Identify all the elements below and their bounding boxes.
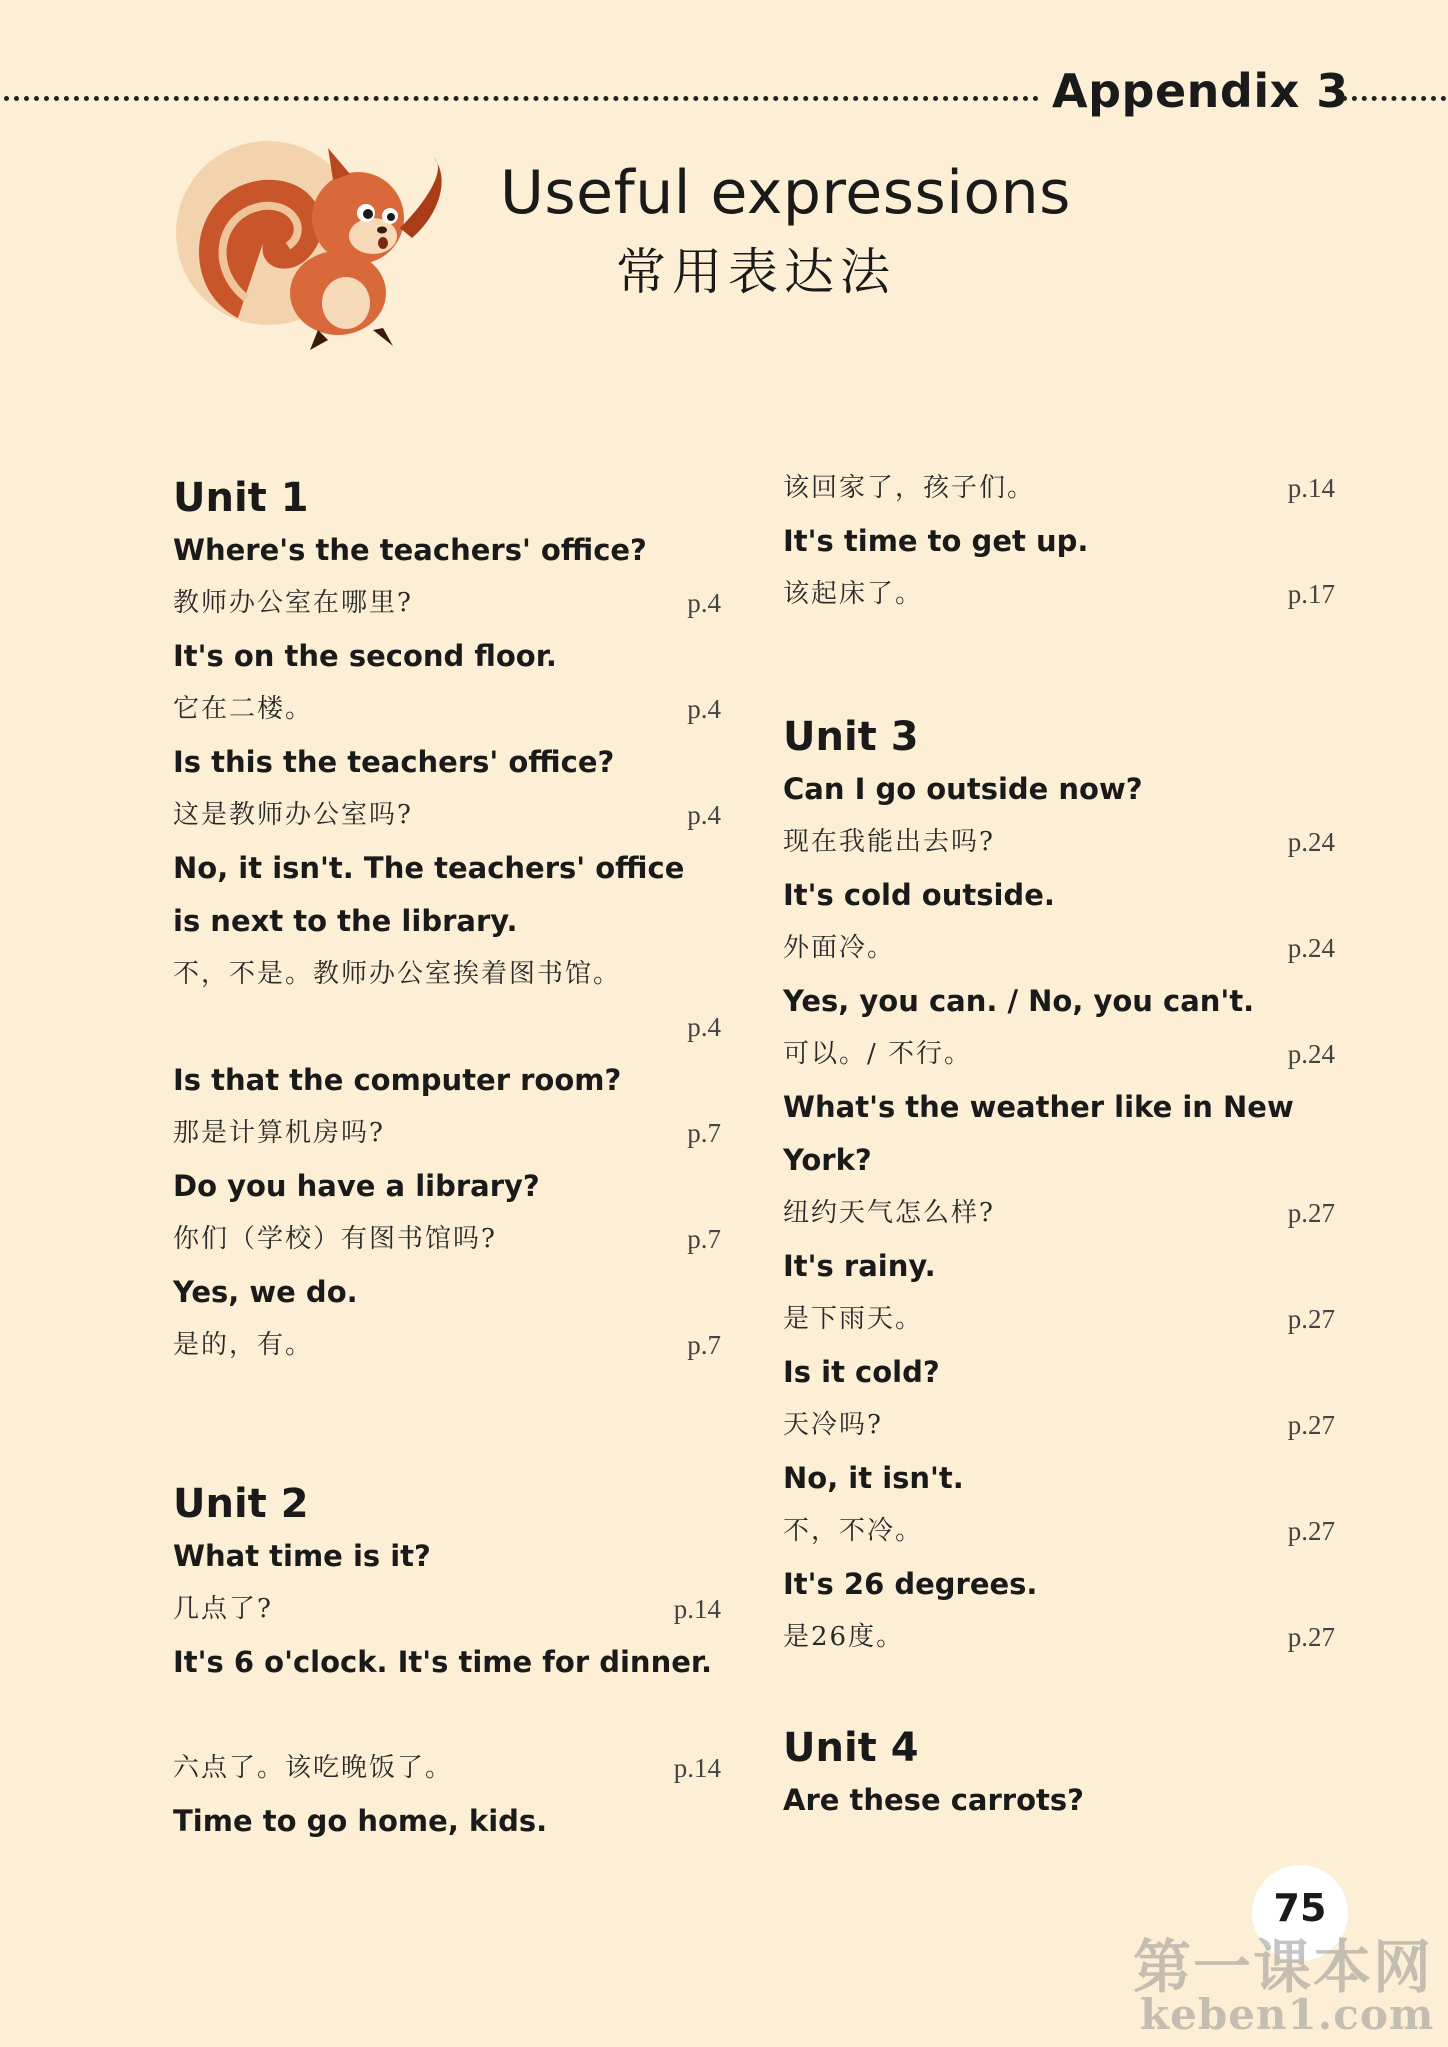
expression-chinese <box>173 1107 721 1160</box>
page-reference: p.24 <box>1287 827 1335 857</box>
translation-text: 现在我能出去吗? <box>783 827 995 857</box>
page-reference: p.7 <box>687 1330 721 1360</box>
page-reference: p.14 <box>1287 473 1335 503</box>
expression-chinese <box>173 683 721 736</box>
expression-chinese <box>173 1583 721 1636</box>
translation-text: 该回家了，孩子们。 <box>783 473 1036 503</box>
translation-text: 是的，有。 <box>173 1330 314 1360</box>
unit-heading: Unit 4 <box>783 1725 919 1771</box>
expression-english: It's cold outside. <box>783 878 1055 912</box>
translation-text: 这是教师办公室吗? <box>173 800 413 830</box>
expression-english: Is this the teachers' office? <box>173 745 615 779</box>
expression-english: Do you have a library? <box>173 1169 540 1203</box>
translation-text: 该起床了。 <box>783 579 924 609</box>
page-reference: p.7 <box>687 1224 721 1254</box>
watermark-text: 第一课本网 <box>1133 1933 1434 2001</box>
page-reference: p.4 <box>687 694 721 724</box>
left-column <box>173 472 721 1848</box>
page-reference: p.14 <box>673 1753 721 1783</box>
translation-text: 六点了。该吃晚饭了。 <box>173 1753 454 1783</box>
page-reference: p.24 <box>1287 933 1335 963</box>
squirrel-icon <box>168 118 488 363</box>
page-reference: p.7 <box>687 1118 721 1148</box>
page-reference: p.4 <box>687 588 721 618</box>
page-reference: p.17 <box>1287 579 1335 609</box>
page-reference: p.27 <box>1287 1516 1335 1546</box>
expression-chinese <box>783 1505 1335 1558</box>
watermark-url: keben1.com <box>1140 1990 1435 2039</box>
page-title-chinese: 常用表达法 <box>616 243 896 301</box>
page-reference: p.14 <box>673 1594 721 1624</box>
expression-chinese <box>783 1028 1335 1081</box>
appendix-label: Appendix 3 <box>1052 64 1349 118</box>
page-reference: p.27 <box>1287 1622 1335 1652</box>
page-reference: p.24 <box>1287 1039 1335 1069</box>
page-reference: p.4 <box>687 800 721 830</box>
dotted-rule-left <box>4 96 1039 101</box>
expression-english: It's 26 degrees. <box>783 1567 1038 1601</box>
page-title-english: Useful expressions <box>500 158 1071 228</box>
page-reference: p.27 <box>1287 1198 1335 1228</box>
expression-english: Are these carrots? <box>783 1783 1084 1817</box>
page-reference: p.27 <box>1287 1410 1335 1440</box>
expression-chinese <box>173 789 721 842</box>
expression-chinese <box>783 922 1335 975</box>
dotted-rule-right <box>1342 96 1446 101</box>
expression-english: No, it isn't. The teachers' office is next to the library. <box>173 851 685 938</box>
translation-text: 那是计算机房吗? <box>173 1118 385 1148</box>
translation-text: 它在二楼。 <box>173 694 314 724</box>
expression-chinese <box>173 948 721 1054</box>
translation-text: 可以。/ 不行。 <box>783 1039 973 1069</box>
expression-english: What's the weather like in New York? <box>783 1090 1294 1177</box>
expression-english: What time is it? <box>173 1539 431 1573</box>
translation-text: 你们（学校）有图书馆吗? <box>173 1224 497 1254</box>
expression-english: Where's the teachers' office? <box>173 533 647 567</box>
translation-text: 不，不冷。 <box>783 1516 924 1546</box>
expression-chinese <box>783 568 1335 621</box>
expression-english: Can I go outside now? <box>783 772 1143 806</box>
expression-chinese <box>173 1213 721 1266</box>
unit-heading: Unit 3 <box>783 714 919 760</box>
expression-chinese <box>783 1293 1335 1346</box>
expression-english: Time to go home, kids. <box>173 1804 548 1838</box>
expression-chinese <box>783 1187 1335 1240</box>
expression-english: It's time to get up. <box>783 524 1089 558</box>
expression-english: No, it isn't. <box>783 1461 964 1495</box>
expression-english: It's rainy. <box>783 1249 936 1283</box>
expression-english: It's 6 o'clock. It's time for dinner. <box>173 1645 713 1679</box>
translation-text: 纽约天气怎么样? <box>783 1198 995 1228</box>
expression-chinese <box>783 1399 1335 1452</box>
translation-text: 几点了? <box>173 1594 273 1624</box>
expression-english: Yes, we do. <box>173 1275 358 1309</box>
expression-english: It's on the second floor. <box>173 639 557 673</box>
expression-chinese <box>783 462 1335 515</box>
translation-text: 教师办公室在哪里? <box>173 588 413 618</box>
translation-text: 天冷吗? <box>783 1410 883 1440</box>
expression-chinese <box>783 1611 1335 1664</box>
expression-english: Yes, you can. / No, you can't. <box>783 984 1255 1018</box>
translation-text: 外面冷。 <box>783 933 896 963</box>
page-reference: p.4 <box>687 1012 721 1042</box>
right-column <box>783 462 1335 1827</box>
translation-text: 是26度。 <box>783 1622 905 1652</box>
expression-chinese <box>173 1742 721 1795</box>
page-number: 75 <box>1273 1886 1327 1930</box>
unit-heading: Unit 1 <box>173 475 309 521</box>
expression-chinese <box>783 816 1335 869</box>
expression-chinese <box>173 1319 721 1372</box>
unit-heading: Unit 2 <box>173 1481 309 1527</box>
expression-english: Is that the computer room? <box>173 1063 622 1097</box>
page-reference: p.27 <box>1287 1304 1335 1334</box>
expression-english: Is it cold? <box>783 1355 940 1389</box>
translation-text: 不，不是。教师办公室挨着图书馆。 <box>173 959 622 989</box>
expression-chinese <box>173 577 721 630</box>
translation-text: 是下雨天。 <box>783 1304 924 1334</box>
